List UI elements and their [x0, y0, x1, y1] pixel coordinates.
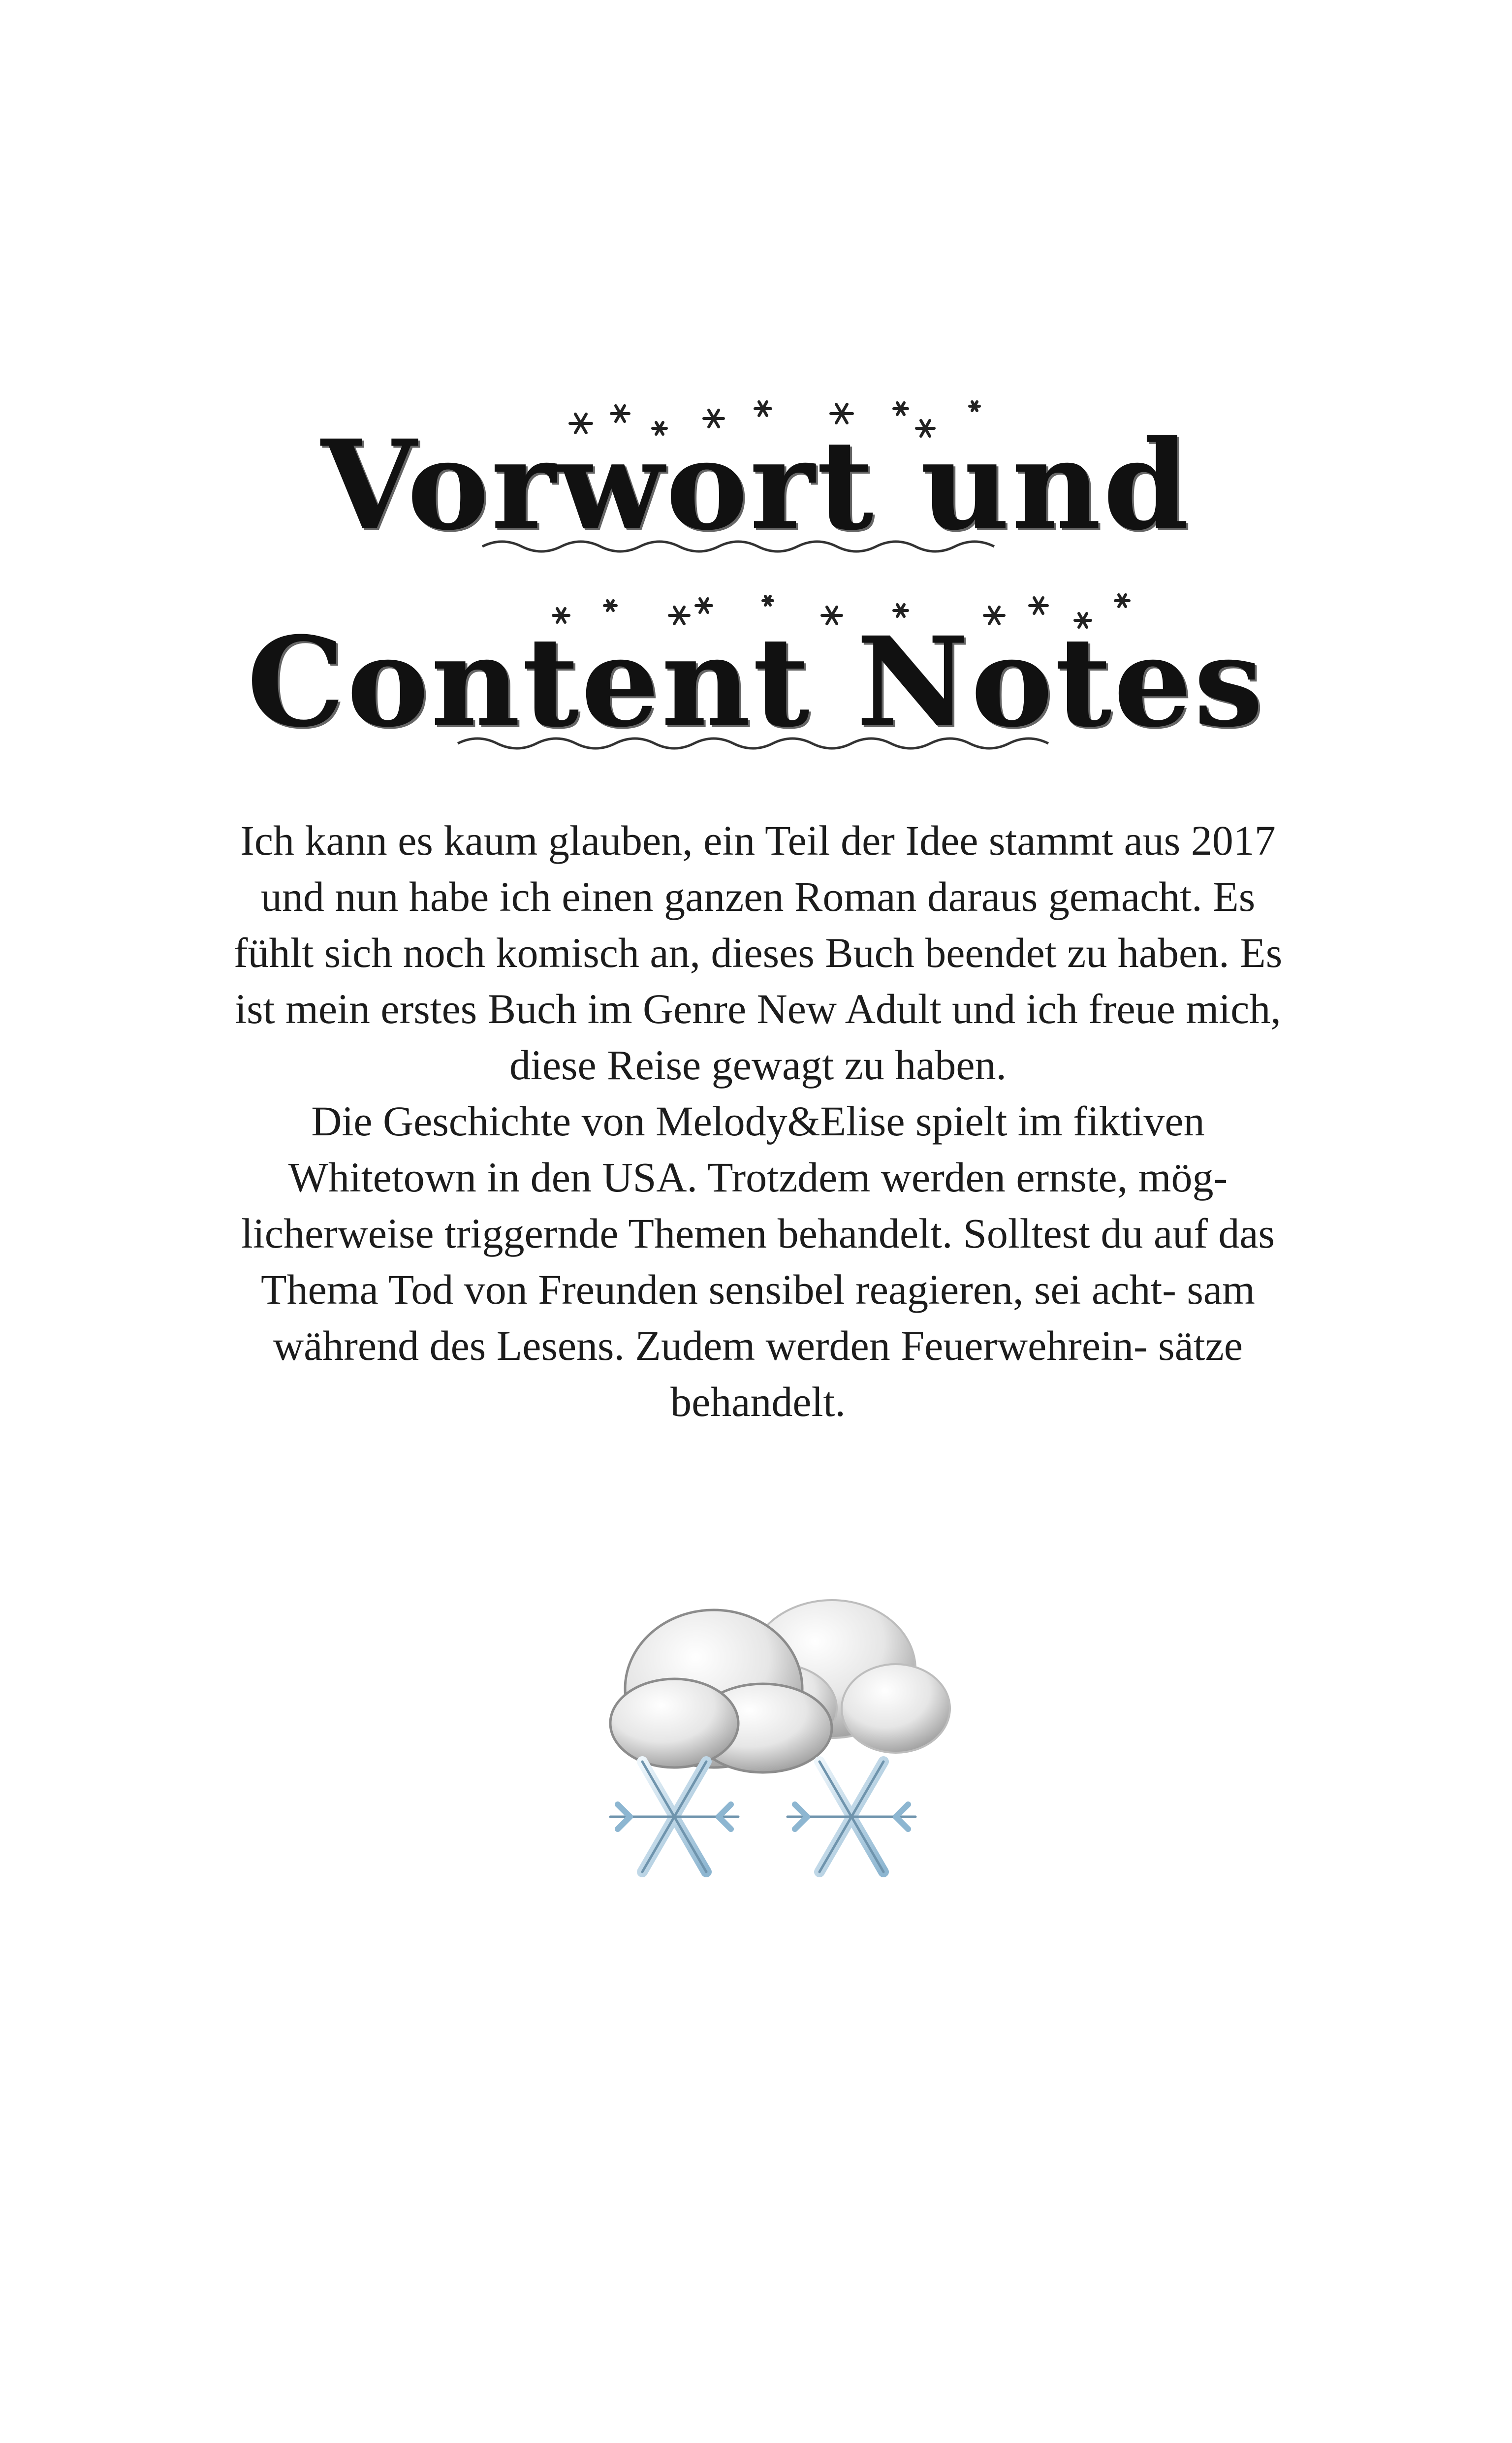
page-title-line-2: Content Notes [247, 610, 1265, 754]
wave-decoration [0, 532, 1512, 561]
foreword-body [226, 812, 1290, 1430]
snow-cloud-icon [600, 1566, 965, 1891]
snowflake-icon [788, 1762, 915, 1872]
snowflake-icon [610, 1762, 738, 1872]
content-notes-paragraph: Die Geschichte von Melody&Elise spielt im fiktiven Whitetown in den USA. Trotzdem werden ernste, mög- licherweise triggernde Themen behandelt. Solltest du auf das Thema Tod von Freunden sensibel reagieren, sei acht- sam während des Lesens. Zudem werden Feuerwehrein- sätze behandelt. [241, 1097, 1275, 1425]
foreword-paragraph-1: Ich kann es kaum glauben, ein Teil der Idee stammt aus 2017 und nun habe ich einen ganzen Roman daraus gemacht. Es fühlt sich noch komisch an, dieses Buch beendet zu haben. Es ist mein erstes Buch im Genre New Adult und ich freue mich, diese Reise gewagt zu haben. [233, 817, 1283, 1089]
page-title-line-1: Vorwort und [321, 413, 1191, 557]
wave-decoration [0, 729, 1512, 758]
